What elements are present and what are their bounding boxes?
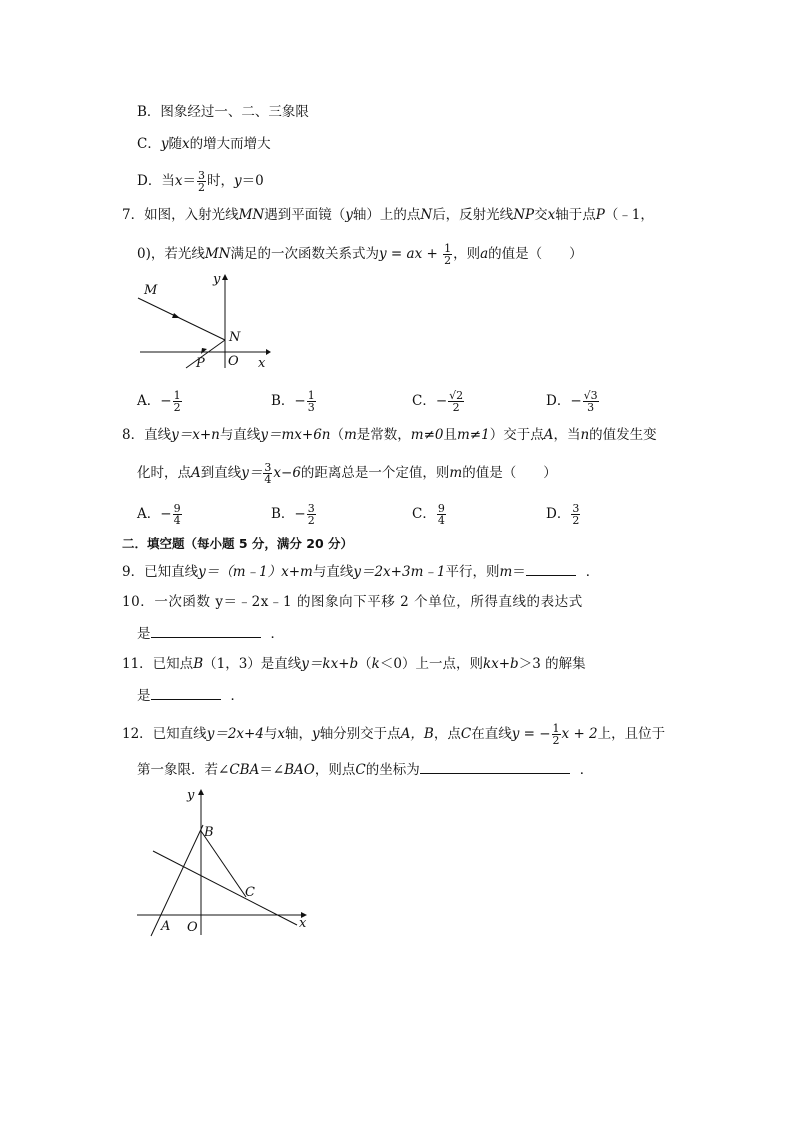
formula: y = ax +: [379, 246, 443, 262]
answer-blank[interactable]: [526, 562, 576, 576]
q12-text: 上，且位于: [597, 726, 666, 742]
fraction: [197, 170, 206, 193]
q6-c-text-end: 的增大而增大: [189, 136, 271, 152]
var-a: a: [480, 246, 489, 262]
numerator: 1: [552, 722, 560, 735]
q6-option-d: [137, 170, 264, 193]
q8-line2: [137, 462, 557, 485]
answer-blank[interactable]: [420, 760, 570, 774]
var-y: y: [160, 136, 169, 152]
numerator: 9: [173, 502, 181, 515]
var-c: C: [460, 726, 472, 742]
q11-line1: [122, 655, 586, 673]
fraction: [437, 503, 446, 526]
q6-option-c: [137, 135, 271, 153]
q12-text: ＝∠: [259, 762, 285, 778]
var-mn: MN: [204, 246, 231, 262]
condition: m≠1: [457, 427, 490, 443]
label-o: O: [187, 920, 198, 935]
q11-text: 11．已知点: [122, 656, 194, 672]
q6-d-text: 时，: [206, 173, 234, 189]
var-m: m: [343, 427, 357, 443]
q8-option-b: [271, 503, 317, 526]
numerator: 3: [307, 502, 315, 515]
q8-text: 的距离总是一个定值，则: [300, 465, 450, 481]
q12-text: ，点: [433, 726, 461, 742]
q12-figure: [135, 785, 315, 940]
period: ．: [579, 762, 594, 778]
q10-line1: 10．一次函数 y＝﹣2x﹣1 的图象向下平移 2 个单位，所得直线的表达式: [122, 594, 583, 610]
reflected-ray: [186, 340, 225, 368]
answer-blank[interactable]: [151, 624, 261, 638]
q11-text: （: [358, 656, 372, 672]
label-m: M: [144, 283, 158, 298]
period: ．: [230, 688, 244, 704]
denominator: 2: [307, 514, 315, 527]
q12-text: ，则点: [314, 762, 356, 778]
period: ．: [270, 626, 284, 642]
denominator: 2: [444, 254, 452, 267]
q6-c-text: 随: [168, 136, 182, 152]
var-np: NP: [513, 207, 535, 223]
fraction: [173, 503, 182, 526]
fraction: [263, 462, 272, 485]
label-n: N: [229, 330, 241, 345]
numerator: 9: [437, 502, 445, 515]
q7-option-c: [412, 390, 465, 413]
q6-option-b: B．图象经过一、二、三象限: [137, 104, 309, 120]
equation: y＝2x+4: [206, 726, 264, 742]
q12-text: 轴，: [285, 726, 313, 742]
q7-option-b: [271, 390, 317, 413]
q11-text: ＞3 的解集: [518, 656, 586, 672]
q12-text: 与: [263, 726, 278, 742]
formula: y＝: [241, 465, 263, 481]
numerator: 3: [264, 461, 272, 474]
q8-text: 化时，点: [137, 465, 191, 481]
q12-text: 第一象限．若∠: [137, 762, 230, 778]
q8-text: 8．直线: [122, 427, 172, 443]
section-heading: 二．填空题（每小题 5 分，满分 20 分）: [122, 536, 354, 551]
equals: ＝: [182, 173, 196, 189]
denominator: 4: [437, 514, 445, 527]
denominator: 2: [197, 181, 205, 194]
label-x: x: [258, 356, 266, 370]
q7-line2: [137, 243, 583, 266]
y-axis-arrow: [198, 789, 204, 795]
var-m: m: [499, 564, 513, 580]
label-a: A: [161, 919, 171, 934]
q8-option-d: [546, 503, 581, 526]
q9-text: 与直线: [312, 564, 354, 580]
q10-line2: [137, 624, 284, 643]
var-y: y: [312, 726, 320, 742]
q9-text: 9．已知直线: [122, 564, 199, 580]
points-ab: A，B: [400, 726, 434, 742]
numerator: 3: [572, 502, 580, 515]
q8-text: 的值发生变: [589, 427, 657, 443]
condition: m≠0: [410, 427, 444, 443]
q7-text: 轴于点: [555, 207, 596, 223]
fraction: [583, 390, 599, 413]
option-label: D．: [546, 506, 571, 522]
equation: y＝（m﹣1）x+m: [198, 564, 313, 580]
denominator: 2: [452, 401, 460, 414]
option-label: A．−: [137, 506, 172, 522]
equation: y＝mx+6n: [260, 427, 331, 443]
denominator: 3: [587, 401, 595, 414]
q7-text: ，则: [453, 246, 481, 262]
numerator: 1: [444, 242, 452, 255]
q7-text: 0)，若光线: [137, 246, 205, 262]
denominator: 3: [307, 401, 315, 414]
var-a: A: [543, 427, 554, 443]
label-y: y: [213, 272, 221, 287]
var-p: P: [595, 207, 605, 223]
q7-line1: [122, 206, 654, 224]
q12-text: 12．已知直线: [122, 726, 207, 742]
expression: kx+b: [482, 656, 519, 672]
fraction: [448, 390, 464, 413]
denominator: 4: [173, 514, 181, 527]
denominator: 2: [552, 734, 560, 747]
q6-d-label: D．当: [137, 173, 175, 189]
fraction: [173, 390, 182, 413]
q7-text: 遇到平面镜（: [264, 207, 346, 223]
q7-text: 交: [534, 207, 548, 223]
label-p: P: [196, 356, 205, 370]
q7-option-a: [137, 390, 183, 413]
label-x: x: [299, 916, 307, 931]
q9-text: 平行，则: [445, 564, 500, 580]
q8-line1: [122, 426, 657, 444]
line-c: [153, 851, 297, 925]
q8-text: 与直线: [219, 427, 261, 443]
q8-text: 且: [443, 427, 457, 443]
q8-text: ，当: [553, 427, 581, 443]
q11-text: （1，3）是直线: [203, 656, 302, 672]
formula: x + 2: [561, 726, 598, 742]
var-b: B: [193, 656, 204, 672]
var-x: x: [547, 207, 556, 223]
var-x: x: [277, 726, 286, 742]
q11-text: 是: [137, 688, 151, 704]
label-c: C: [245, 885, 255, 900]
q6-d-text-end: ＝0: [241, 173, 264, 189]
equation: y＝x+n: [171, 427, 220, 443]
q10-text: 是: [137, 626, 151, 642]
q12-line2: [137, 760, 593, 779]
fraction: [307, 503, 316, 526]
q12-text: 的坐标为: [365, 762, 420, 778]
y-axis-arrow: [222, 274, 228, 280]
q8-text: 到直线: [200, 465, 242, 481]
q12-line1: [122, 723, 665, 746]
q7-text: 满足的一次函数关系式为: [230, 246, 379, 262]
numerator: 1: [173, 389, 181, 402]
x-axis-arrow: [266, 349, 271, 355]
option-label: C．: [412, 506, 436, 522]
var-y: y: [345, 207, 353, 223]
fraction: [552, 723, 561, 746]
var-mn: MN: [238, 207, 265, 223]
var-m: m: [449, 465, 463, 481]
q8-option-c: [412, 503, 447, 526]
numerator: 3: [197, 169, 205, 182]
q8-text: 的值是（ ）: [462, 465, 557, 481]
fraction: [443, 243, 452, 266]
equals: ＝: [512, 564, 526, 580]
q12-text: 在直线: [471, 726, 512, 742]
incident-arrow: [172, 313, 180, 318]
var-a: A: [191, 465, 201, 481]
var-k: k: [371, 656, 380, 672]
q7-text: 7．如图，入射光线: [122, 207, 239, 223]
equation: y＝kx+b: [301, 656, 359, 672]
var-x: x: [181, 136, 190, 152]
q12-text: 轴分别交于点: [319, 726, 401, 742]
fraction: [307, 390, 316, 413]
option-label: B．−: [271, 393, 306, 409]
label-o: O: [228, 354, 239, 369]
var-y: y: [233, 173, 242, 189]
angle: BAO: [284, 762, 315, 778]
q8-text: ）交于点: [489, 427, 544, 443]
q11-line2: [137, 686, 244, 705]
incident-ray: [138, 298, 225, 340]
formula: y = −: [511, 726, 551, 742]
q7-text: 轴）上的点: [352, 207, 421, 223]
answer-blank[interactable]: [151, 686, 221, 700]
numerator: 1: [307, 389, 315, 402]
period: ．: [585, 564, 600, 580]
fraction: [571, 503, 580, 526]
label-b: B: [204, 825, 214, 840]
q8-text: 是常数，: [356, 427, 411, 443]
option-label: D．−: [546, 393, 582, 409]
label-y: y: [187, 788, 195, 803]
option-label: C．−: [412, 393, 448, 409]
var-n: n: [580, 427, 590, 443]
denominator: 4: [264, 473, 272, 486]
q7-option-d: [546, 390, 600, 413]
q9: [122, 562, 599, 581]
numerator: √2: [449, 389, 464, 402]
angle: CBA: [229, 762, 260, 778]
equation: y＝2x+3m﹣1: [353, 564, 446, 580]
option-label: A．−: [137, 393, 172, 409]
q11-text: ＜0）上一点，则: [379, 656, 483, 672]
var-x: x: [174, 173, 183, 189]
q6-c-label: C．: [137, 136, 161, 152]
numerator: √3: [583, 389, 598, 402]
formula: x−6: [273, 465, 301, 481]
q7-text: 后，反射光线: [432, 207, 514, 223]
q7-figure: [130, 270, 275, 370]
denominator: 2: [572, 514, 580, 527]
q8-text: （: [330, 427, 344, 443]
denominator: 2: [173, 401, 181, 414]
var-n: N: [420, 207, 433, 223]
option-label: B．−: [271, 506, 306, 522]
q7-text: （﹣1，: [604, 207, 654, 223]
var-c: C: [355, 762, 366, 778]
q8-option-a: [137, 503, 183, 526]
q7-text: 的值是（ ）: [488, 246, 583, 262]
